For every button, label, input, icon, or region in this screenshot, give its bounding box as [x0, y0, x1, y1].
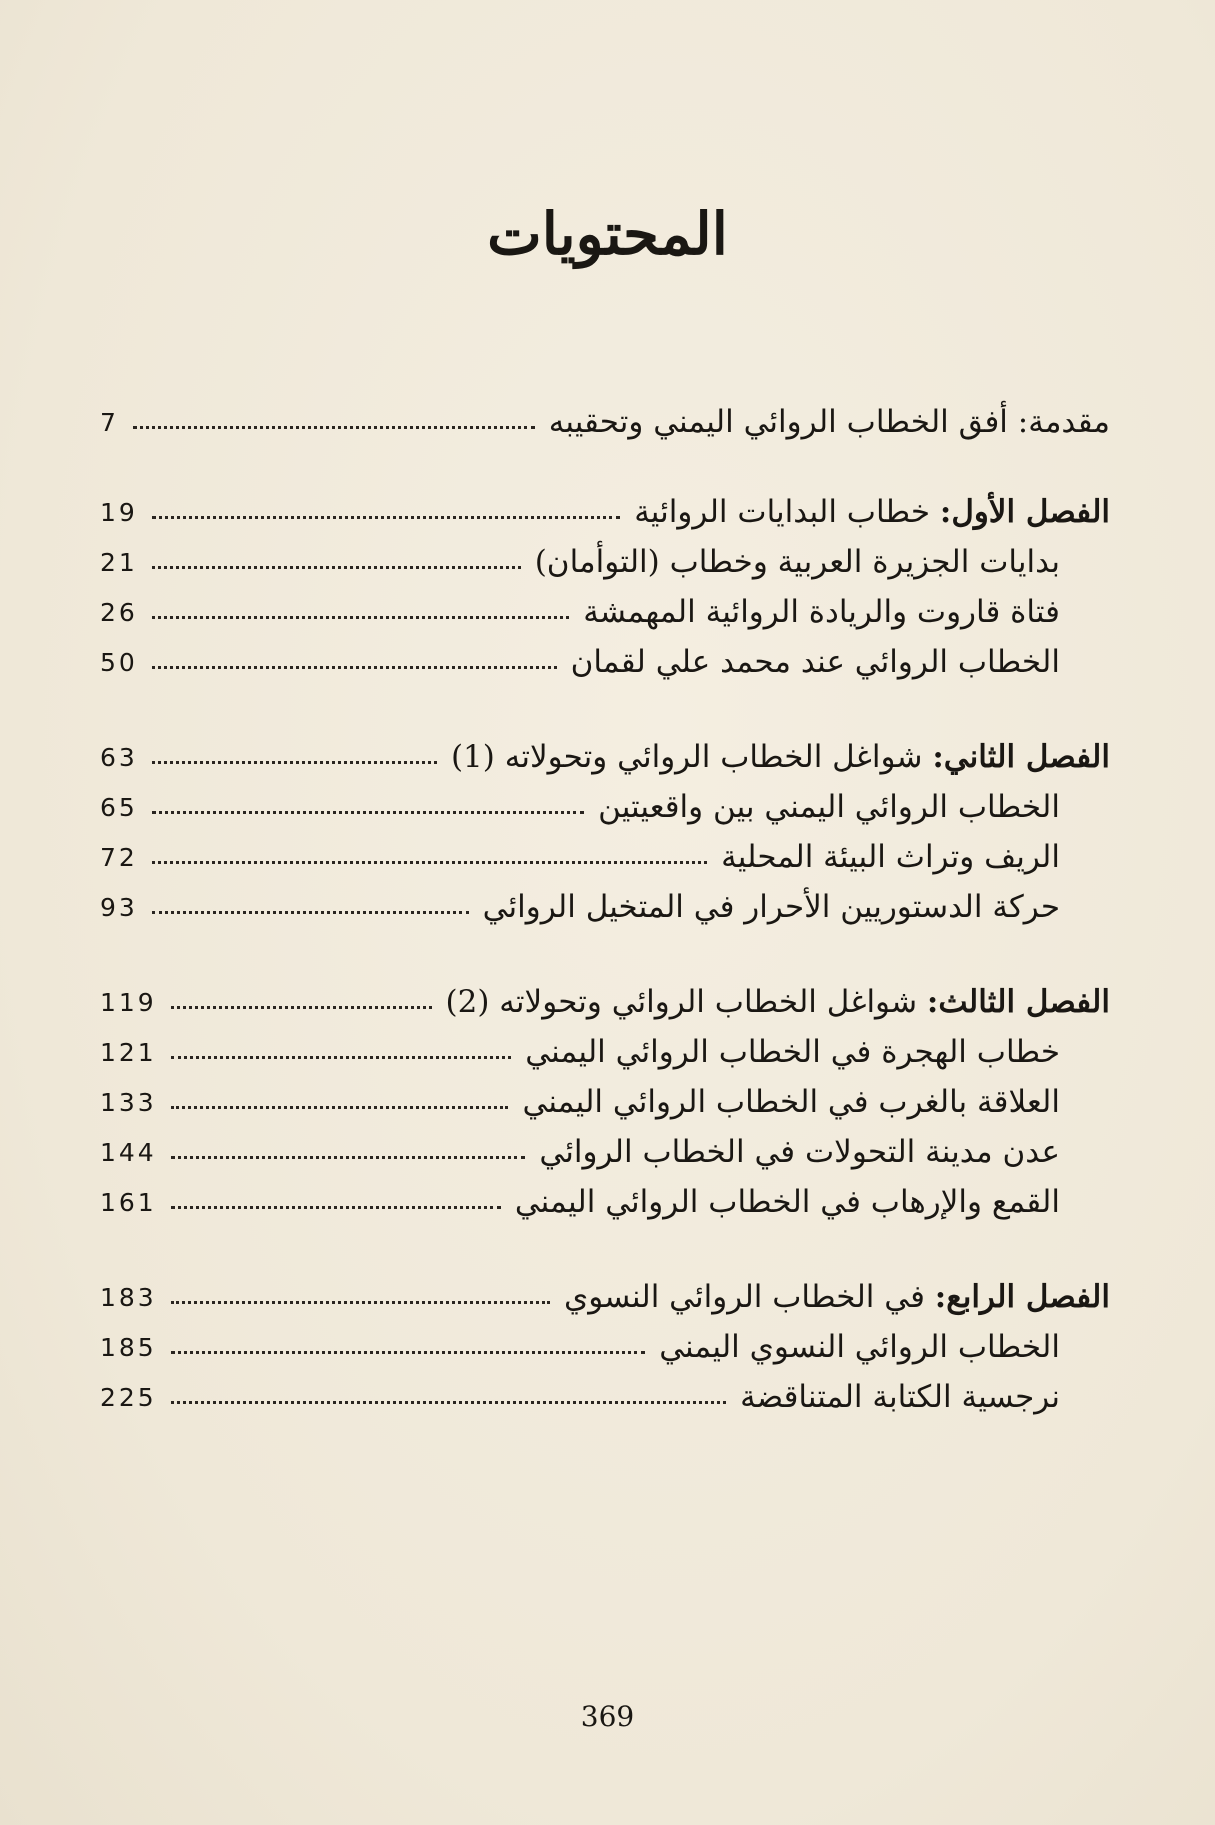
- toc-page-number: 93: [100, 893, 138, 922]
- toc-entry-label: الخطاب الروائي اليمني بين واقعيتين: [598, 788, 1060, 825]
- toc-page-number: 65: [100, 793, 138, 822]
- dot-leader: [171, 1156, 526, 1159]
- toc-entry-section: [100, 1370, 1110, 1416]
- toc-entry-chapter-3: [100, 975, 1110, 1021]
- toc-entry-label: الفصل الرابع: في الخطاب الروائي النسوي: [563, 1278, 1110, 1315]
- toc-page-number: 7: [100, 408, 119, 437]
- toc-page-number: 133: [100, 1088, 157, 1117]
- toc-entry-chapter-2: [100, 730, 1110, 776]
- toc-page-number: 72: [100, 843, 138, 872]
- toc-page-number: 161: [100, 1188, 157, 1217]
- dot-leader: [152, 516, 620, 519]
- toc-entry-section: [100, 830, 1110, 876]
- toc-entry-label: الخطاب الروائي عند محمد علي لقمان: [570, 643, 1060, 680]
- toc-entry-label: الفصل الثاني: شواغل الخطاب الروائي وتحولاته (1): [450, 738, 1110, 775]
- toc-entry-section: [100, 1320, 1110, 1366]
- dot-leader: [152, 616, 569, 619]
- dot-leader: [133, 426, 535, 429]
- toc-entry-introduction: [100, 395, 1110, 441]
- dot-leader: [152, 811, 584, 814]
- toc-entry-label: الريف وتراث البيئة المحلية: [721, 838, 1060, 875]
- dot-leader: [171, 1006, 432, 1009]
- toc-entry-label: عدن مدينة التحولات في الخطاب الروائي: [539, 1133, 1060, 1170]
- page-title: المحتويات: [487, 200, 728, 268]
- toc-entry-section: [100, 535, 1110, 581]
- dot-leader: [152, 861, 707, 864]
- toc-entry-label: بدايات الجزيرة العربية وخطاب (التوأمان): [534, 543, 1060, 580]
- dot-leader: [171, 1056, 512, 1059]
- dot-leader: [171, 1401, 726, 1404]
- toc-page-number: 26: [100, 598, 138, 627]
- toc-entry-section: [100, 1025, 1110, 1071]
- toc-entry-label: الفصل الثالث: شواغل الخطاب الروائي وتحولاته (2): [445, 983, 1110, 1020]
- dot-leader: [171, 1301, 550, 1304]
- toc-page-number: 21: [100, 548, 138, 577]
- toc-page-number: 225: [100, 1383, 157, 1412]
- toc-page-number: 144: [100, 1138, 157, 1167]
- toc-entry-label: العلاقة بالغرب في الخطاب الروائي اليمني: [522, 1083, 1060, 1120]
- toc-entry-label: الفصل الأول: خطاب البدايات الروائية: [634, 493, 1110, 530]
- dot-leader: [152, 566, 521, 569]
- dot-leader: [152, 666, 557, 669]
- toc-entry-section: [100, 635, 1110, 681]
- toc-entry-label: الخطاب الروائي النسوي اليمني: [659, 1328, 1060, 1365]
- toc-entry-section: [100, 880, 1110, 926]
- toc-entry-label: حركة الدستوريين الأحرار في المتخيل الروائي: [482, 888, 1060, 925]
- toc-entry-label: نرجسية الكتابة المتناقضة: [740, 1378, 1060, 1415]
- toc-entry-label: خطاب الهجرة في الخطاب الروائي اليمني: [525, 1033, 1060, 1070]
- toc-entry-chapter-1: [100, 485, 1110, 531]
- toc-entry-label: مقدمة: أفق الخطاب الروائي اليمني وتحقيبه: [548, 403, 1110, 440]
- toc-page-number: 119: [100, 988, 157, 1017]
- dot-leader: [152, 911, 469, 914]
- toc-entry-section: [100, 585, 1110, 631]
- toc-page-number: 63: [100, 743, 138, 772]
- toc-page-number: 183: [100, 1283, 157, 1312]
- toc-page-number: 121: [100, 1038, 157, 1067]
- toc-entry-section: [100, 1125, 1110, 1171]
- dot-leader: [171, 1206, 501, 1209]
- toc-entry-label: فتاة قاروت والريادة الروائية المهمشة: [583, 593, 1060, 630]
- page-number: 369: [580, 1700, 635, 1733]
- toc-entry-section: [100, 1075, 1110, 1121]
- toc-page-number: 185: [100, 1333, 157, 1362]
- dot-leader: [171, 1106, 509, 1109]
- toc-entry-label: القمع والإرهاب في الخطاب الروائي اليمني: [514, 1183, 1060, 1220]
- dot-leader: [152, 761, 437, 764]
- toc-page-number: 19: [100, 498, 138, 527]
- toc-entry-section: [100, 780, 1110, 826]
- toc-page-number: 50: [100, 648, 138, 677]
- toc-entry-section: [100, 1175, 1110, 1221]
- toc-entry-chapter-4: [100, 1270, 1110, 1316]
- dot-leader: [171, 1351, 646, 1354]
